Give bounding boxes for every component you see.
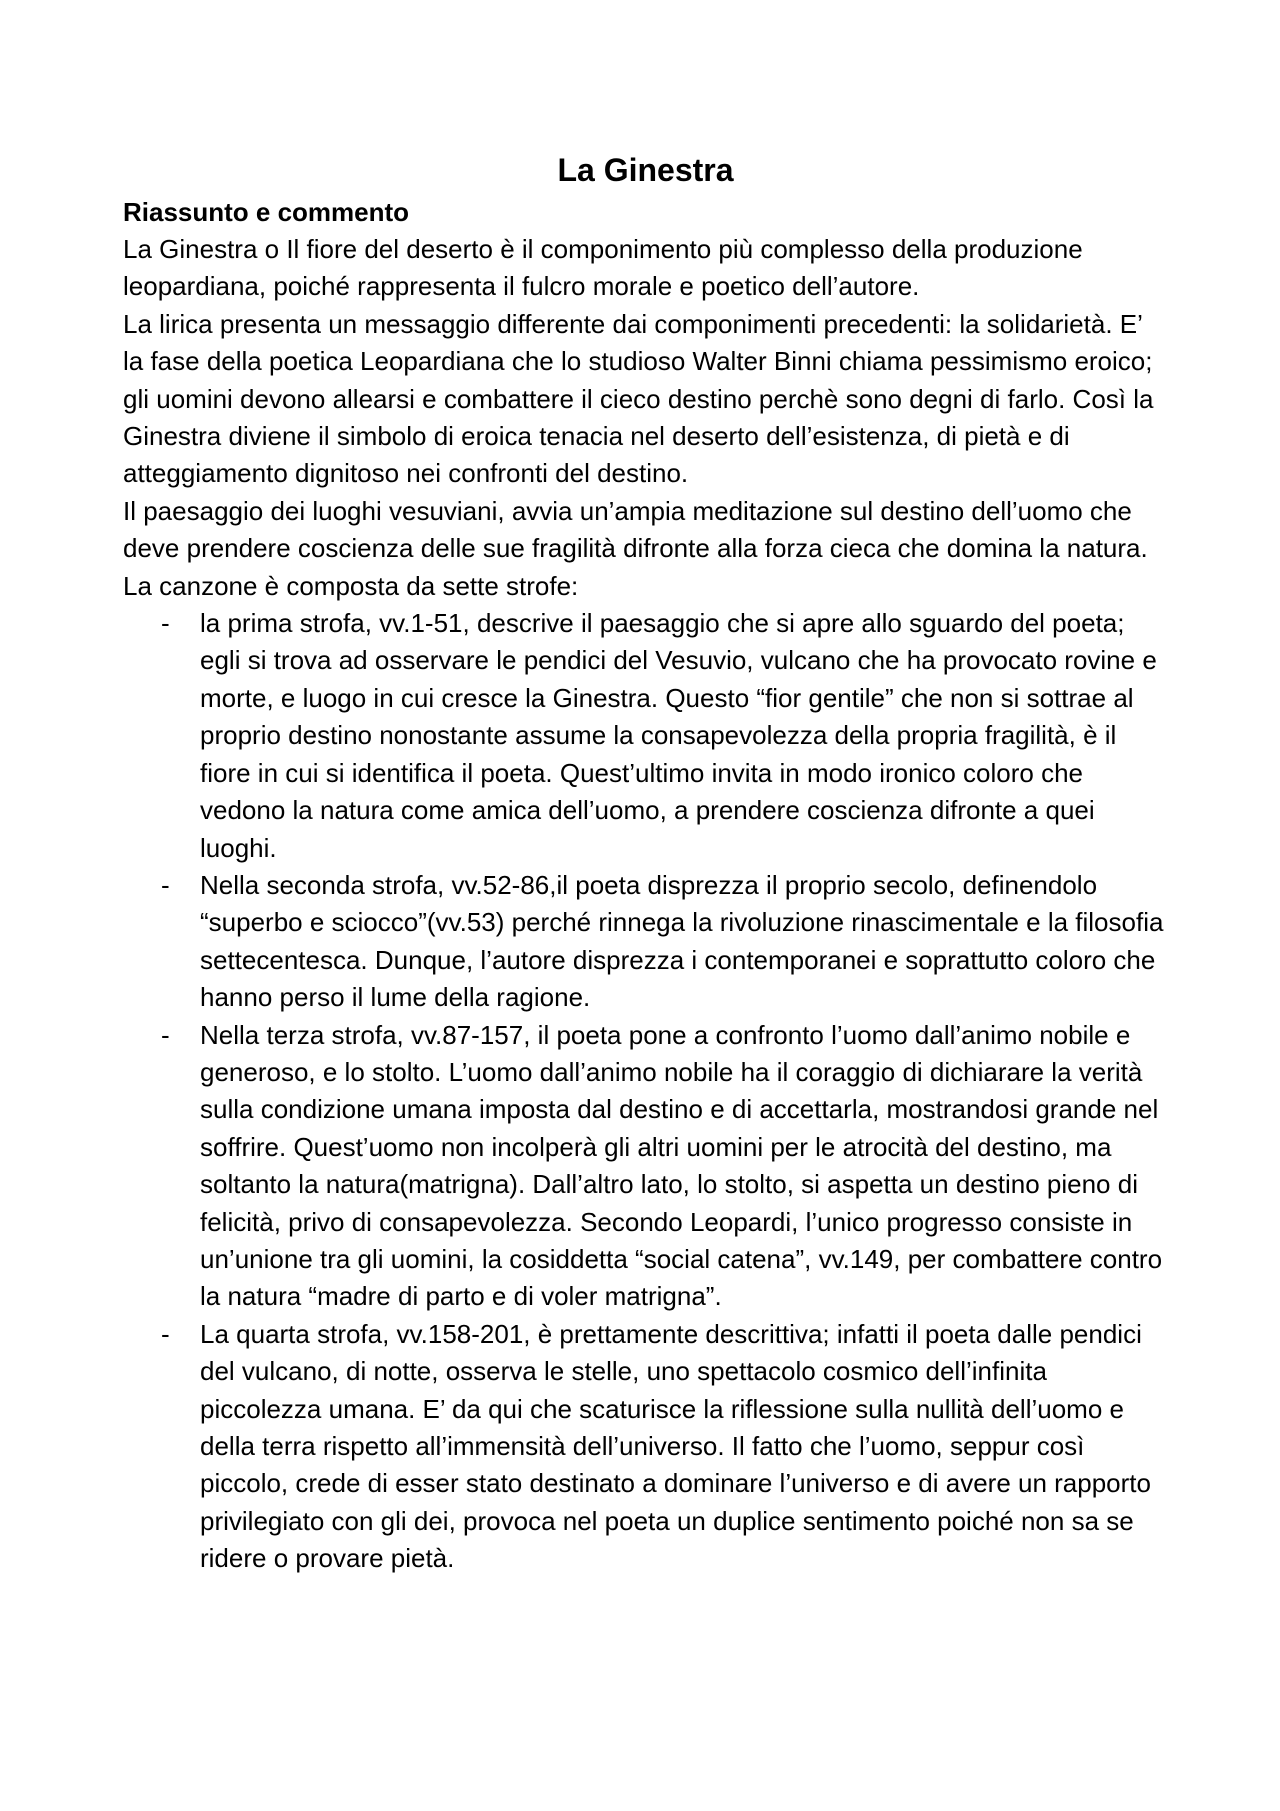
paragraph-canzone: La canzone è composta da sette strofe: [123,570,579,601]
list-item-strofa-2 [123,867,1168,1017]
list-bullet: - [161,1318,170,1349]
list-item-strofa-3 [123,1017,1168,1316]
list-item-text: Nella terza strofa, vv.87-157, il poeta pone a confronto l’uomo dall’animo nobile e generoso, e lo stolto. L’uomo dall’animo nobile ha il coraggio di dichiarare la verità sulla condizione umana imposta dal destino e di accettarla, mostrandosi grande nel soffrire. Quest’uomo non incolperà gli altri uomini per le atrocità del destino, ma soltanto la natura(matrigna). Dall’altro lato, lo stolto, si aspetta un destino pieno di felicità, privo di consapevolezza. Secondo Leopardi, l’unico progresso consiste in un’unione tra gli uomini, la cosiddetta “social catena”, vv.149, per combattere contro la natura “madre di parto e di voler matrigna”. [200,1019,1163,1312]
paragraph-solidarieta: La lirica presenta un messaggio differente dai componimenti precedenti: la solidarietà. E’ la fase della poetica Leopardiana che lo studioso Walter Binni chiama pessimismo eroico; gli uomini devono allearsi e combattere il cieco destino perchè sono degni di farlo. Così la Ginestra diviene il simbolo di eroica tenacia nel deserto dell’esistenza, di pietà e di atteggiamento dignitoso nei confronti del destino. [123,308,1154,489]
list-bullet: - [161,1019,170,1050]
list-bullet: - [161,608,170,639]
document-title: La Ginestra [557,152,734,188]
paragraph-intro: La Ginestra o Il fiore del deserto è il componimento più complesso della produzione leopardiana, poiché rappresenta il fulcro morale e poetico dell’autore. [123,234,1083,302]
document-page [123,150,1168,1578]
list-item-text: La quarta strofa, vv.158-201, è prettamente descrittiva; infatti il poeta dalle pendici del vulcano, di notte, osserva le stelle, uno spettacolo cosmico dell’infinita piccolezza umana. E’ da qui che scaturisce la riflessione sulla nullità dell’uomo e della terra rispetto all’immensità dell’universo. Il fatto che l’uomo, seppur così piccolo, crede di esser stato destinato a dominare l’universo e di avere un rapporto privilegiato con gli dei, provoca nel poeta un duplice sentimento poiché non sa se ridere o provare pietà. [200,1318,1151,1574]
paragraph-paesaggio: Il paesaggio dei luoghi vesuviani, avvia un’ampia meditazione sul destino dell’uomo che deve prendere coscienza delle sue fragilità difronte alla forza cieca che domina la natura. [123,495,1148,564]
list-item-strofa-1 [123,605,1168,867]
list-item-text: la prima strofa, vv.1-51, descrive il paesaggio che si apre allo sguardo del poeta; egli si trova ad osservare le pendici del Vesuvio, vulcano che ha provocato rovine e morte, e luogo in cui cresce la Ginestra. Questo “fior gentile” che non si sottrae al proprio destino nonostante assume la consapevolezza della propria fragilità, è il fiore in cui si identifica il poeta. Quest’ultimo invita in modo ironico coloro che vedono la natura come amica dell’uomo, a prendere coscienza difronte a quei luoghi. [200,608,1157,863]
section-heading: Riassunto e commento [123,197,410,227]
list-bullet: - [161,869,170,900]
strofe-list [123,605,1168,1578]
list-item-text: Nella seconda strofa, vv.52-86,il poeta disprezza il proprio secolo, definendolo “superbo e sciocco”(vv.53) perché rinnega la rivoluzione rinascimentale e la filosofia settecentesca. Dunque, l’autore disprezza i contemporanei e soprattutto coloro che hanno perso il lume della ragione. [200,869,1164,1013]
list-item-strofa-4 [123,1316,1168,1578]
